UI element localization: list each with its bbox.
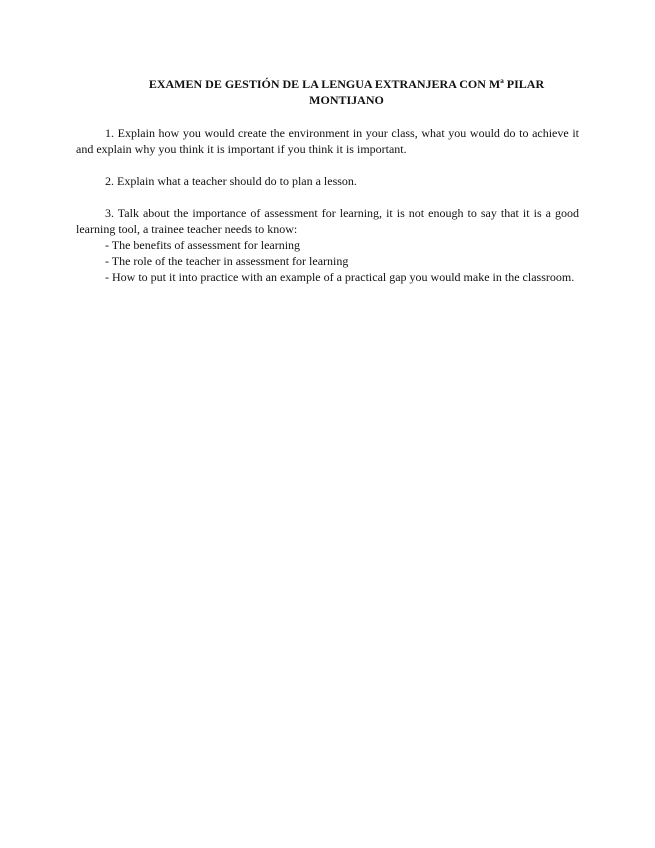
question-3-item-1: - The benefits of assessment for learning — [105, 238, 301, 252]
exam-title — [76, 76, 579, 108]
question-2: 2. Explain what a teacher should do to plan a lesson. — [105, 174, 357, 188]
question-3: 3. Talk about the importance of assessment for learning, it is not enough to say that it is a good learning tool, a trainee teacher needs to know: — [76, 206, 579, 236]
exam-title-line-1: EXAMEN DE GESTIÓN DE LA LENGUA EXTRANJERA CON Mª PILAR — [148, 77, 545, 91]
question-3-item-3: - How to put it into practice with an example of a practical gap you would make in the classroom. — [105, 270, 575, 284]
question-1: 1. Explain how you would create the environment in your class, what you would do to achieve it and explain why you think it is important if you think it is important. — [76, 126, 579, 156]
exam-title-line-2: MONTIJANO — [309, 93, 384, 107]
question-3-item-2: - The role of the teacher in assessment for learning — [105, 254, 349, 268]
document-body — [76, 76, 579, 285]
